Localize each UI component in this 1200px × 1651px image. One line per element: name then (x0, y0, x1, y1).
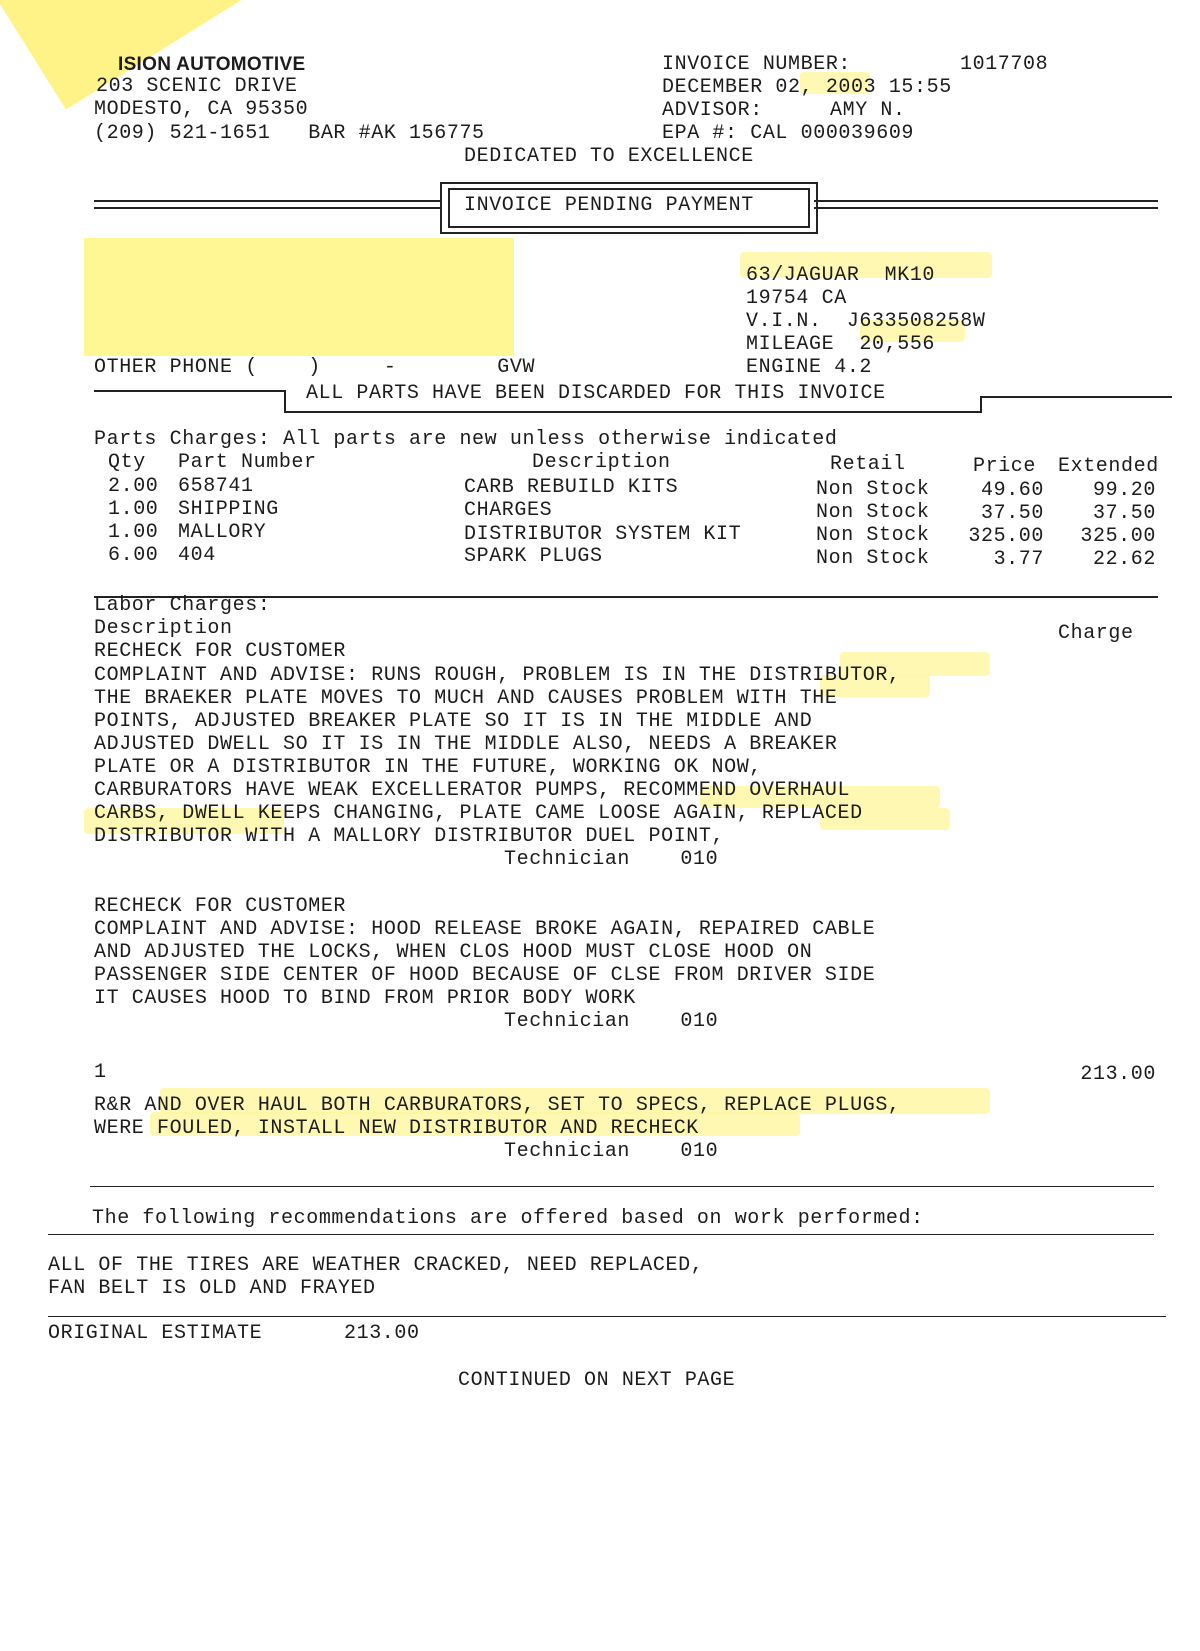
shop-phone-bar: (209) 521-1651 BAR #AK 156775 (94, 122, 485, 145)
labor-job-line: PASSENGER SIDE CENTER OF HOOD BECAUSE OF CLSE FROM DRIVER SIDE (94, 964, 876, 987)
part-description: DISTRIBUTOR SYSTEM KIT (464, 523, 742, 546)
part-retail: Non Stock (816, 547, 930, 570)
col-description: Description (532, 451, 671, 474)
continued-note: CONTINUED ON NEXT PAGE (458, 1369, 736, 1392)
shop-address: 203 SCENIC DRIVE (96, 75, 298, 98)
vehicle-mileage: MILEAGE 20,556 (746, 333, 936, 356)
invoice-number-label: INVOICE NUMBER: (662, 53, 852, 76)
part-extended: 325.00 (1080, 525, 1156, 548)
vehicle-vin: V.I.N. J633508258W (746, 310, 986, 333)
part-description: CHARGES (464, 499, 553, 522)
estimate-rule (48, 1316, 1166, 1317)
labor-job-line: POINTS, ADJUSTED BREAKER PLATE SO IT IS IN THE MIDDLE AND (94, 710, 813, 733)
labor-job-line: COMPLAINT AND ADVISE: RUNS ROUGH, PROBLEM IS IN THE DISTRIBUTOR, (94, 664, 901, 687)
vehicle-engine: ENGINE 4.2 (746, 356, 873, 379)
part-qty: 2.00 (108, 475, 159, 498)
invoice-number: 1017708 (960, 53, 1049, 76)
labor-col-description: Description (94, 617, 233, 640)
part-number: SHIPPING (178, 498, 279, 521)
recommendation-line: ALL OF THE TIRES ARE WEATHER CRACKED, NEED REPLACED, (48, 1254, 704, 1277)
shop-city: MODESTO, CA 95350 (94, 98, 309, 121)
part-description: CARB REBUILD KITS (464, 476, 679, 499)
other-phone-line: OTHER PHONE ( ) - GVW (94, 356, 536, 379)
labor-technician: Technician 010 (504, 1140, 719, 1163)
col-retail: Retail (830, 453, 906, 476)
col-qty: Qty (108, 451, 146, 474)
discard-rule-bottom (284, 411, 980, 413)
epa-number: EPA #: CAL 000039609 (662, 122, 915, 145)
vehicle-model: 63/JAGUAR MK10 (746, 264, 936, 287)
estimate-value: 213.00 (344, 1322, 420, 1345)
part-price: 49.60 (980, 479, 1044, 502)
labor-job-line: PLATE OR A DISTRIBUTOR IN THE FUTURE, WORKING OK NOW, (94, 756, 762, 779)
part-price: 37.50 (980, 502, 1044, 525)
part-retail: Non Stock (816, 478, 930, 501)
part-retail: Non Stock (816, 501, 930, 524)
shop-motto: DEDICATED TO EXCELLENCE (464, 145, 754, 168)
redacted-customer-block (84, 238, 514, 356)
labor-job-title: 1 (94, 1061, 107, 1084)
advisor-name: AMY N. (830, 99, 906, 122)
labor-job-title: RECHECK FOR CUSTOMER (94, 640, 347, 663)
labor-job-line: WERE FOULED, INSTALL NEW DISTRIBUTOR AND RECHECK (94, 1117, 699, 1140)
discard-rule-left (94, 390, 284, 392)
invoice-status: INVOICE PENDING PAYMENT (464, 194, 754, 217)
rule-left (94, 200, 440, 209)
labor-job-line: COMPLAINT AND ADVISE: HOOD RELEASE BROKE AGAIN, REPAIRED CABLE (94, 918, 876, 941)
labor-col-charge: Charge (1058, 622, 1134, 645)
advisor-label: ADVISOR: (662, 99, 763, 122)
discard-note: ALL PARTS HAVE BEEN DISCARDED FOR THIS INVOICE (306, 382, 886, 405)
labor-technician: Technician 010 (504, 848, 719, 871)
part-qty: 1.00 (108, 521, 159, 544)
labor-job-line: IT CAUSES HOOD TO BIND FROM PRIOR BODY WORK (94, 987, 636, 1010)
part-extended: 99.20 (1092, 479, 1156, 502)
col-part-number: Part Number (178, 451, 317, 474)
recommendations-rule-top (90, 1186, 1154, 1187)
part-number: MALLORY (178, 521, 267, 544)
part-price: 3.77 (993, 548, 1044, 571)
part-extended: 22.62 (1092, 548, 1156, 571)
invoice-date: DECEMBER 02, 2003 15:55 (662, 76, 952, 99)
discard-rule-right (980, 396, 1172, 398)
labor-job-line: CARBURATORS HAVE WEAK EXCELLERATOR PUMPS, RECOMMEND OVERHAUL (94, 779, 851, 802)
estimate-label: ORIGINAL ESTIMATE (48, 1322, 263, 1345)
recommendation-line: FAN BELT IS OLD AND FRAYED (48, 1277, 376, 1300)
part-number: 658741 (178, 475, 254, 498)
part-retail: Non Stock (816, 524, 930, 547)
discard-rule-tick-right (980, 396, 982, 413)
part-extended: 37.50 (1092, 502, 1156, 525)
discard-rule-tick-left (284, 390, 286, 412)
recommendations-heading: The following recommendations are offered based on work performed: (92, 1207, 924, 1230)
rule-right (814, 200, 1158, 209)
labor-job-line: THE BRAEKER PLATE MOVES TO MUCH AND CAUSES PROBLEM WITH THE (94, 687, 838, 710)
part-qty: 6.00 (108, 544, 159, 567)
col-extended: Extended (1058, 455, 1159, 478)
labor-job-line: AND ADJUSTED THE LOCKS, WHEN CLOS HOOD MUST CLOSE HOOD ON (94, 941, 813, 964)
labor-job-title: RECHECK FOR CUSTOMER (94, 895, 347, 918)
labor-job-line: ADJUSTED DWELL SO IT IS IN THE MIDDLE ALSO, NEEDS A BREAKER (94, 733, 838, 756)
vehicle-plate: 19754 CA (746, 287, 847, 310)
part-number: 404 (178, 544, 216, 567)
shop-name: ISION AUTOMOTIVE (118, 54, 306, 75)
labor-technician: Technician 010 (504, 1010, 719, 1033)
part-description: SPARK PLUGS (464, 545, 603, 568)
part-price: 325.00 (968, 525, 1044, 548)
labor-job-charge: 213.00 (1080, 1063, 1156, 1086)
recommendations-rule-bottom (48, 1234, 1154, 1235)
col-price: Price (973, 455, 1037, 478)
labor-heading: Labor Charges: (94, 594, 271, 617)
labor-job-line: CARBS, DWELL KEEPS CHANGING, PLATE CAME LOOSE AGAIN, REPLACED (94, 802, 863, 825)
labor-job-line: DISTRIBUTOR WITH A MALLORY DISTRIBUTOR DUEL POINT, (94, 825, 725, 848)
labor-job-line: R&R AND OVER HAUL BOTH CARBURATORS, SET TO SPECS, REPLACE PLUGS, (94, 1094, 901, 1117)
parts-heading: Parts Charges: All parts are new unless otherwise indicated (94, 428, 838, 451)
part-qty: 1.00 (108, 498, 159, 521)
